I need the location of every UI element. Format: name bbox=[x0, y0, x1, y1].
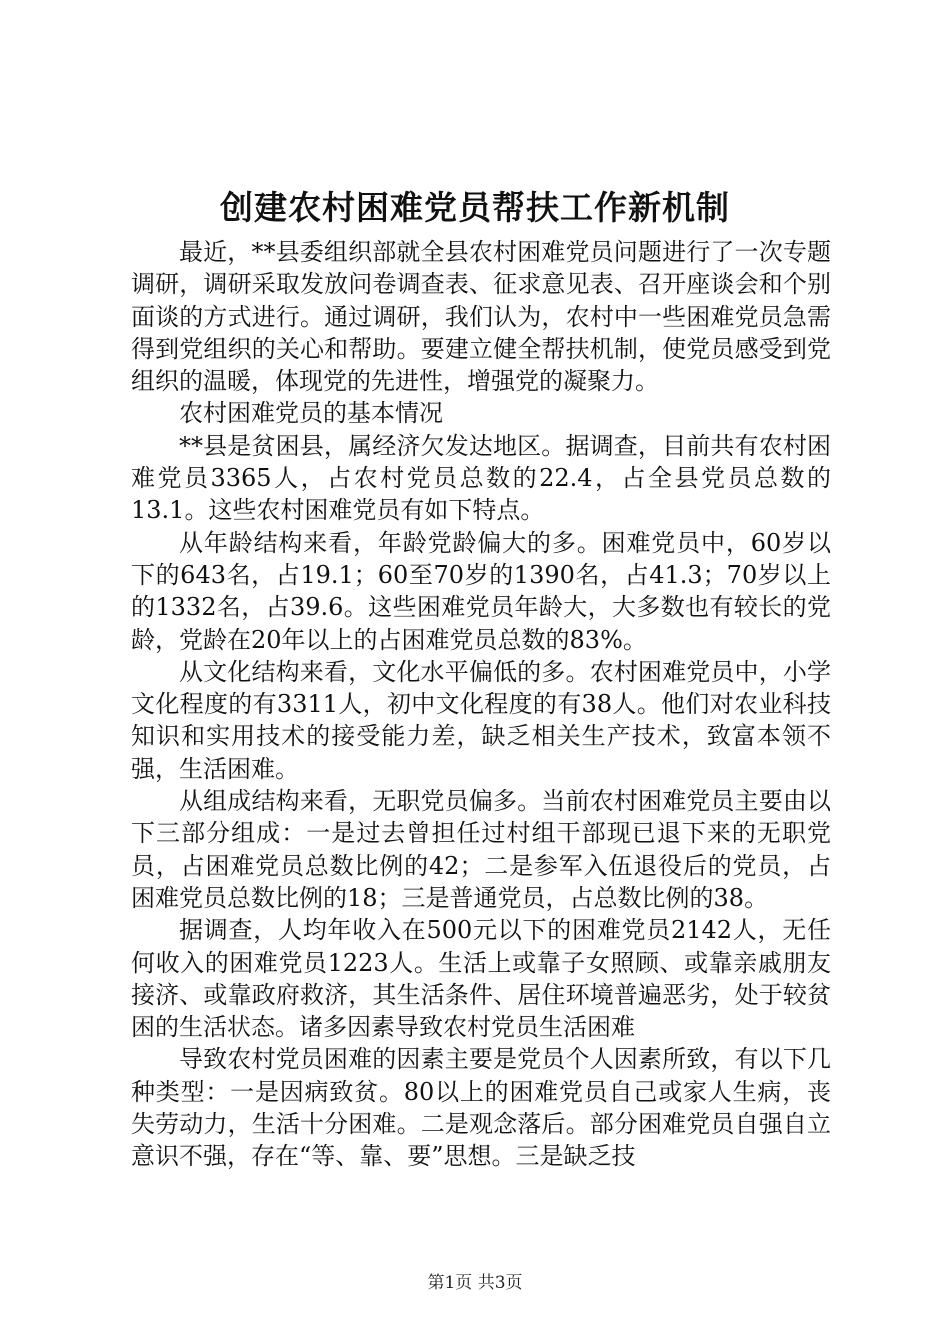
paragraph-composition-structure: 从组成结构来看，无职党员偏多。当前农村困难党员主要由以下三部分组成：一是过去曾担任过村组干部现已退下来的无职党员，占困难党员总数比例的42；二是参军入伍退役后的党员，占困难党员总数比例的18；三是普通党员，占总数比例的38。 bbox=[131, 787, 831, 912]
paragraph-overview: **县是贫困县，属经济欠发达地区。据调查，目前共有农村困难党员3365人，占农村党员总数的22.4，占全县党员总数的13.1。这些农村困难党员有如下特点。 bbox=[131, 431, 831, 525]
paragraph-causes: 导致农村党员困难的因素主要是党员个人因素所致，有以下几种类型：一是因病致贫。80以上的困难党员自己或家人生病，丧失劳动力，生活十分困难。二是观念落后。部分困难党员自强自立意识不强，存在“等、靠、要”思想。三是缺乏技 bbox=[131, 1045, 831, 1171]
document-body bbox=[131, 236, 831, 1173]
paragraph-income: 据调查，人均年收入在500元以下的困难党员2142人，无任何收入的困难党员1223人。生活上或靠子女照顾、或靠亲戚朋友接济、或靠政府救济，其生活条件、居住环境普遍恶劣，处于较贫困的生活状态。诸多因素导致农村党员生活困难 bbox=[131, 916, 831, 1042]
section-heading: 农村困难党员的基本情况 bbox=[179, 399, 443, 428]
paragraph-education-structure: 从文化结构来看，文化水平偏低的多。农村困难党员中，小学文化程度的有3311人，初中文化程度的有38人。他们对农业科技知识和实用技术的接受能力差，缺乏相关生产技术，致富本领不强，生活困难。 bbox=[131, 657, 831, 783]
paragraph-age-structure: 从年龄结构来看，年龄党龄偏大的多。困难党员中，60岁以下的643名，占19.1；60至70岁的1390名，占41.3；70岁以上的1332名，占39.6。这些困难党员年龄大，大多数也有较长的党龄，党龄在20年以上的占困难党员总数的83%。 bbox=[131, 528, 831, 654]
paragraph-intro: 最近，**县委组织部就全县农村困难党员问题进行了一次专题调研，调研采取发放问卷调查表、征求意见表、召开座谈会和个别面谈的方式进行。通过调研，我们认为，农村中一些困难党员急需得到党组织的关心和帮助。要建立健全帮扶机制，使党员感受到党组织的温暖，体现党的先进性，增强党的凝聚力。 bbox=[131, 238, 831, 396]
page-footer: 第1页 共3页 bbox=[427, 1273, 523, 1293]
document-title: 创建农村困难党员帮扶工作新机制 bbox=[220, 188, 730, 227]
